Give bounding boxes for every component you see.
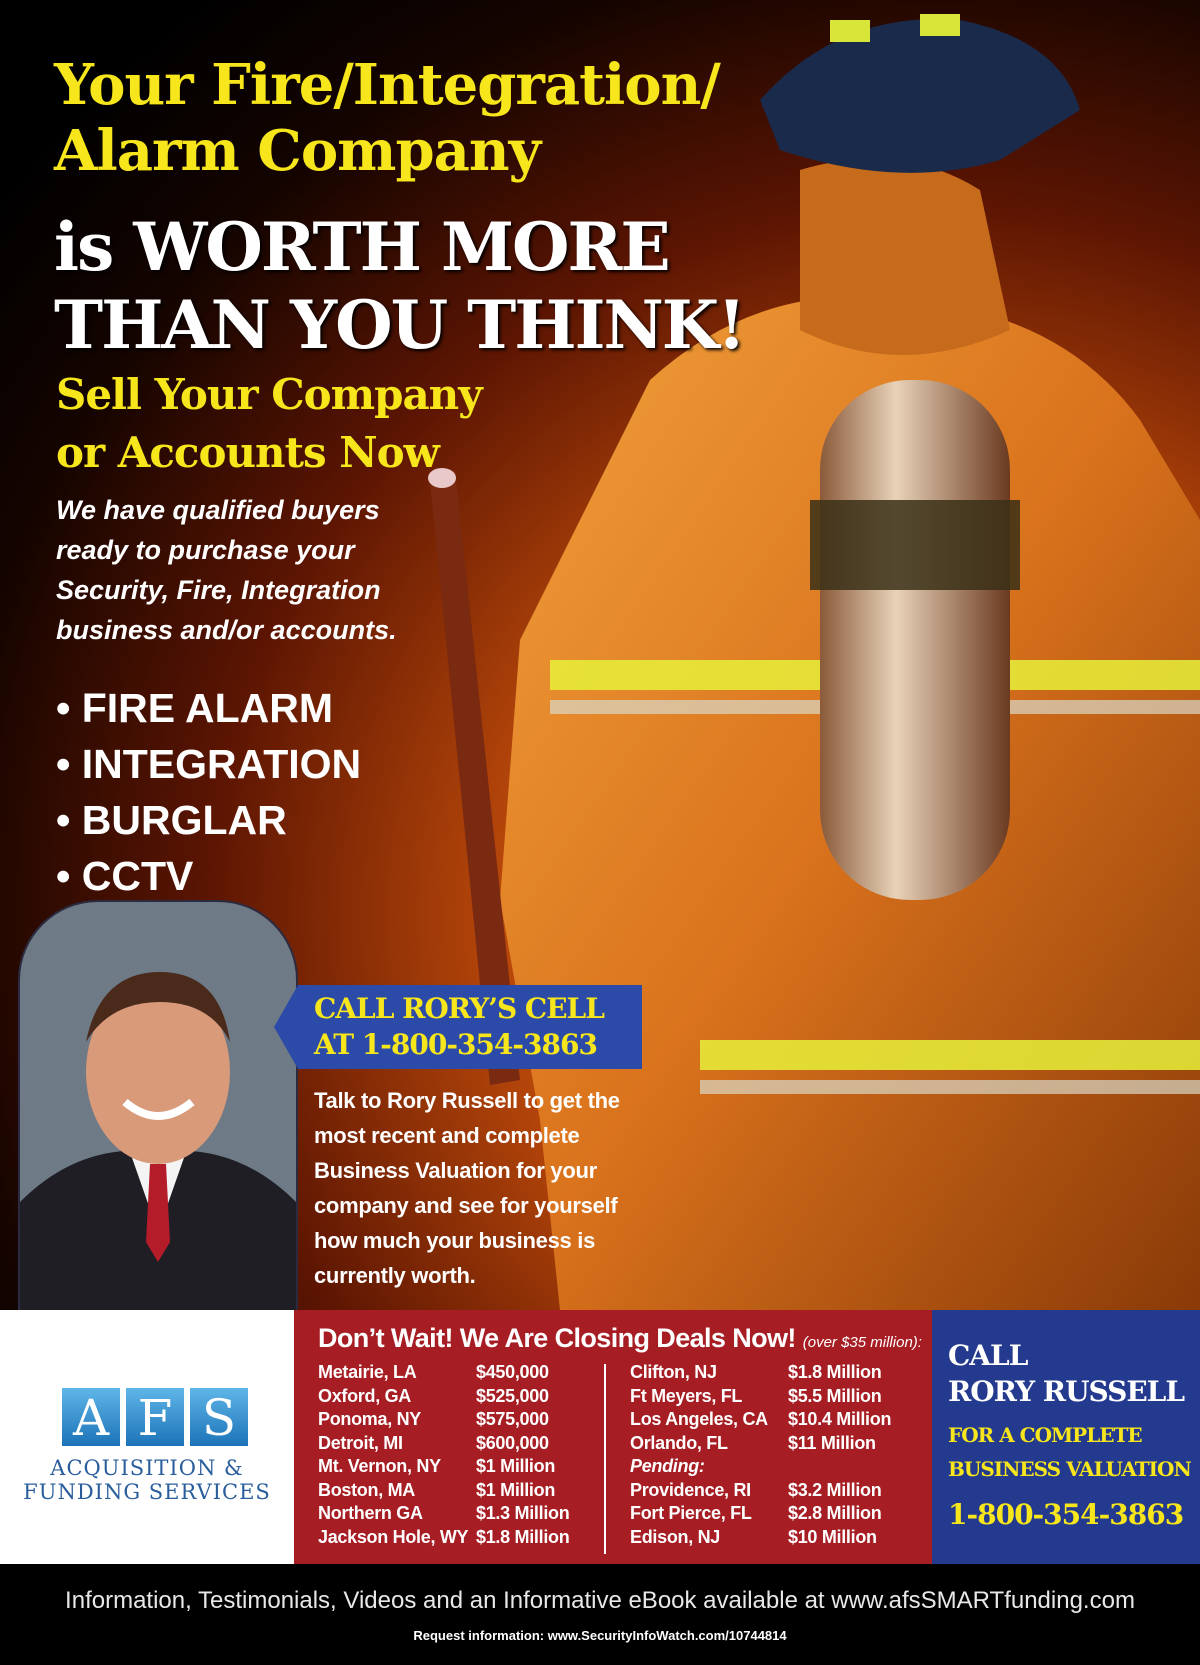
deal-amount: $525,000 [476, 1385, 549, 1406]
pending-label: Pending: [630, 1456, 705, 1476]
deal-row [630, 1502, 891, 1526]
deal-city: Ft Meyers, FL [630, 1385, 743, 1406]
deal-amount: $2.8 Million [788, 1503, 882, 1523]
afs-letter: F [126, 1388, 184, 1446]
deal-row [318, 1502, 569, 1526]
deal-row [318, 1385, 569, 1409]
subheadline-line-2: or Accounts Now [56, 428, 439, 477]
deal-amount: $575,000 [476, 1409, 549, 1429]
deal-city: Detroit, MI [318, 1432, 403, 1453]
call-to-action-panel [932, 1310, 1200, 1564]
deal-amount: $10.4 Million [788, 1409, 892, 1429]
afs-name-line-1: ACQUISITION & [50, 1456, 244, 1480]
valuation-text: Talk to Rory Russell to get the most recent and complete Business Valuation for your company and see for yourself how much your business is currently worth. [314, 1088, 620, 1288]
deal-amount: $3.2 Million [788, 1479, 882, 1500]
headline-line-2: Alarm Company [54, 118, 541, 184]
deal-city: Metairie, LA [318, 1362, 417, 1382]
deal-amount: $1 Million [476, 1479, 556, 1500]
deal-row [318, 1479, 569, 1503]
deal-amount: $5.5 Million [788, 1385, 882, 1406]
afs-letter: S [190, 1388, 248, 1446]
service-item: • INTEGRATION [56, 736, 361, 792]
deal-amount: $1.3 Million [476, 1503, 570, 1523]
headline-line-3: is WORTH MORE [54, 208, 669, 286]
service-item: • FIRE ALARM [56, 680, 361, 736]
deal-amount: $450,000 [476, 1362, 549, 1382]
subheadline [56, 366, 482, 482]
deal-city: Edison, NJ [630, 1526, 721, 1547]
deal-city: Jackson Hole, WY [318, 1526, 469, 1547]
deal-amount: $600,000 [476, 1432, 549, 1453]
deal-amount: $1 Million [476, 1456, 556, 1476]
cta-valuation: BUSINESS VALUATION [948, 1457, 1191, 1481]
deal-row [630, 1526, 891, 1550]
headline-line-1: Your Fire/Integration/ [54, 52, 720, 118]
service-item: • BURGLAR [56, 792, 361, 848]
deal-city: Fort Pierce, FL [630, 1503, 752, 1523]
afs-letter: A [62, 1388, 120, 1446]
deal-row [318, 1432, 569, 1456]
deal-row [630, 1385, 891, 1409]
cta-phone: 1-800-354-3863 [948, 1498, 1184, 1531]
portrait-photo [18, 900, 298, 1314]
headline-yellow [54, 52, 720, 184]
deal-row [630, 1479, 891, 1503]
cta-complete: FOR A COMPLETE [948, 1423, 1142, 1447]
afs-logo-panel [0, 1310, 294, 1564]
subheadline-line-1: Sell Your Company [56, 370, 482, 419]
deal-row [318, 1526, 569, 1550]
deal-row [630, 1432, 891, 1456]
deal-amount: $10 Million [788, 1526, 877, 1547]
portrait-illustration [20, 902, 296, 1312]
headline-line-4: THAN YOU THINK! [54, 286, 745, 364]
deals-panel [294, 1310, 932, 1564]
afs-logo [62, 1388, 248, 1446]
callout-phone: AT 1-800-354-3863 [314, 1028, 597, 1061]
service-list [56, 680, 361, 904]
deal-row [318, 1408, 569, 1432]
deal-amount: $11 Million [788, 1432, 876, 1453]
deal-city: Providence, RI [630, 1479, 751, 1500]
deal-city: Orlando, FL [630, 1432, 728, 1453]
deal-amount: $1.8 Million [788, 1362, 882, 1382]
deal-city: Ponoma, NY [318, 1409, 422, 1429]
footer [0, 1564, 1200, 1665]
deal-row [630, 1408, 891, 1432]
footer-request: Request information: www.SecurityInfoWatch.com/10744814 [413, 1628, 787, 1643]
cta-name: RORY RUSSELL [948, 1375, 1185, 1408]
deal-city: Clifton, NJ [630, 1362, 717, 1382]
cta-call: CALL [948, 1339, 1028, 1372]
service-item: • CCTV [56, 848, 361, 904]
deal-city: Mt. Vernon, NY [318, 1456, 441, 1476]
deals-list-left [318, 1361, 569, 1549]
afs-company-name [0, 1456, 294, 1504]
deal-row [318, 1361, 569, 1385]
deal-row-pending [630, 1455, 891, 1479]
deals-title-text: Don’t Wait! We Are Closing Deals Now! [318, 1323, 796, 1353]
deal-city: Oxford, GA [318, 1385, 412, 1406]
call-cell-callout [274, 985, 642, 1069]
deals-list-right [630, 1361, 891, 1549]
deal-city: Northern GA [318, 1503, 423, 1523]
footer-info: Information, Testimonials, Videos and an Informative eBook available at www.afsSMARTfunding.com [65, 1587, 1135, 1614]
afs-name-line-2: FUNDING SERVICES [23, 1480, 271, 1504]
deal-city: Los Angeles, CA [630, 1409, 768, 1429]
headline-white [54, 208, 744, 364]
deals-note: (over $35 million): [802, 1334, 922, 1351]
callout-line-1: CALL RORY’S CELL [314, 992, 604, 1025]
deal-city: Boston, MA [318, 1479, 415, 1500]
deals-title [318, 1320, 922, 1361]
callout-text [314, 991, 604, 1063]
intro-text: We have qualified buyers ready to purchase your Security, Fire, Integration business and/or accounts. [56, 495, 397, 645]
deals-divider [604, 1364, 606, 1554]
deal-row [318, 1455, 569, 1479]
deal-amount: $1.8 Million [476, 1526, 570, 1547]
deal-row [630, 1361, 891, 1385]
